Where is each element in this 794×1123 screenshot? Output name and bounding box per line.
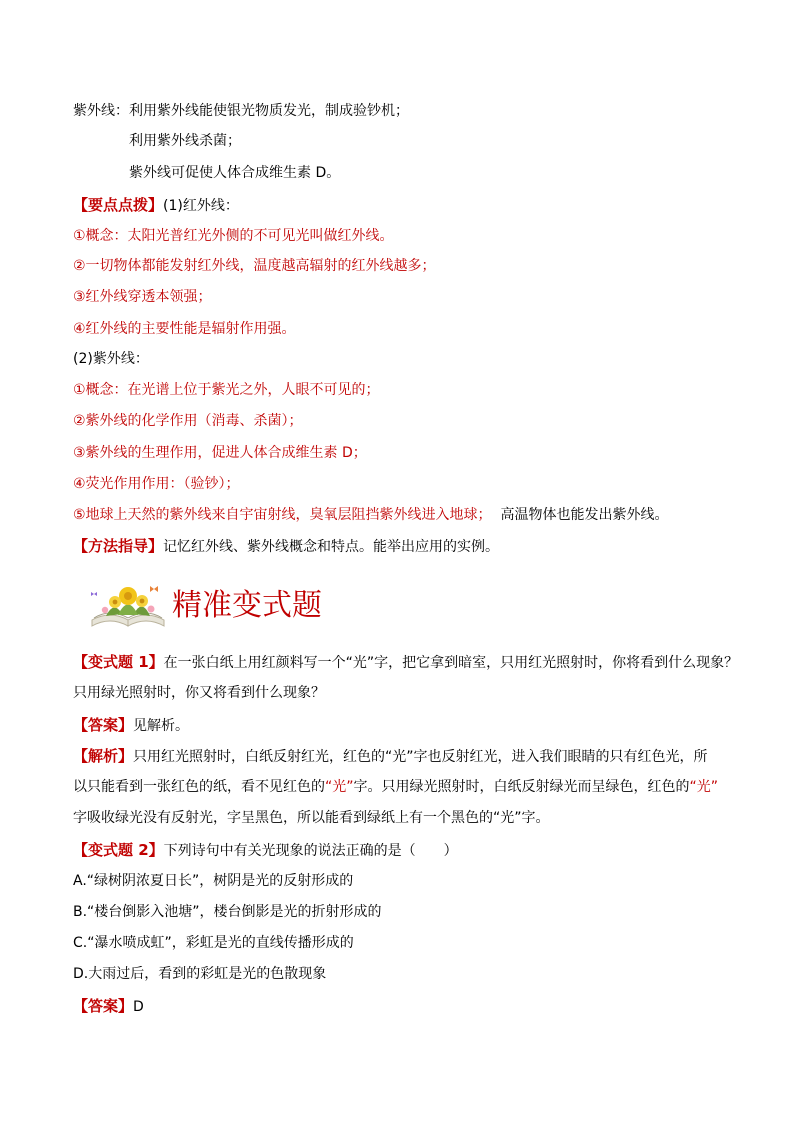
- q1-analysis-text-2d: “光”: [689, 779, 719, 795]
- section-title: 精准变式题: [172, 588, 322, 623]
- ir-item-1: ①概念：太阳光普红光外侧的不可见光叫做红外线。: [73, 228, 394, 244]
- q1-analysis-text-2a: 以只能看到一张红色的纸，看不见红色的: [73, 779, 325, 795]
- q1-analysis-text-2b: “光”: [325, 779, 354, 795]
- uv-item-5: [73, 505, 668, 525]
- q2-answer-text: D: [133, 999, 144, 1015]
- q1-analysis-line-1: [73, 746, 708, 766]
- q2-option-d: D.大雨过后，看到的彩虹是光的色散现象: [73, 966, 327, 982]
- section-header: [88, 580, 388, 630]
- uv-item-5-red: ⑤地球上天然的紫外线来自宇宙射线，臭氧层阻挡紫外线进入地球；: [73, 507, 492, 523]
- q1-answer: [73, 715, 189, 735]
- q2-option-a: A.“绿树阴浓夏日长”，树阴是光的反射形成的: [73, 873, 354, 889]
- ir-item-4: ④红外线的主要性能是辐射作用强。: [73, 321, 296, 337]
- uv-line-3: 紫外线可促使人体合成维生素 D。: [129, 165, 341, 181]
- method-label: 【方法指导】: [73, 537, 164, 555]
- ir-item-3: ③红外线穿透本领强；: [73, 289, 212, 305]
- q1-text-1: 在一张白纸上用红颜料写一个“光”字，把它拿到暗室，只用红光照射时，你将看到什么现象？: [163, 655, 739, 671]
- uv-item-1: ①概念：在光谱上位于紫光之外，人眼不可见的；: [73, 382, 380, 398]
- q1-analysis-text-3b: “光”字。: [493, 810, 550, 826]
- method-line: [73, 536, 499, 556]
- uv-item-4: ④荧光作用作用：（验钞）；: [73, 476, 240, 492]
- uv-line-2: 利用紫外线杀菌；: [129, 133, 241, 149]
- q2-label: 【变式题 2】: [73, 841, 164, 859]
- open-book-flowers-icon: [88, 580, 168, 628]
- uv-item-5-black: 高温物体也能发出紫外线。: [500, 507, 669, 523]
- q1-analysis-text-2c: 字。只用绿光照射时，白纸反射绿光而呈绿色，红色的: [353, 779, 690, 795]
- q2-stem: 下列诗句中有关光现象的说法正确的是（ ）: [163, 843, 458, 859]
- ir-item-2: ②一切物体都能发射红外线，温度越高辐射的红外线越多；: [73, 258, 436, 274]
- method-text: 记忆红外线、紫外线概念和特点。能举出应用的实例。: [163, 539, 500, 555]
- q1-analysis-text-1: 只用红光照射时，白纸反射红光，红色的“光”字也反射红光，进入我们眼睛的只有红色光，所: [133, 749, 708, 765]
- keypoints-heading: [73, 195, 239, 215]
- q1-line-1: [73, 652, 738, 672]
- uv-heading: (2)紫外线：: [73, 351, 149, 367]
- ir-heading: (1)红外线：: [163, 198, 239, 214]
- uv-item-3: ③紫外线的生理作用，促进人体合成维生素 D；: [73, 445, 367, 461]
- keypoints-label: 【要点点拨】: [73, 196, 164, 214]
- q1-analysis-line-2: [73, 777, 718, 797]
- q2-option-b: B.“楼台倒影入池塘”，楼台倒影是光的折射形成的: [73, 904, 382, 920]
- q1-answer-label: 【答案】: [73, 716, 134, 734]
- q1-label: 【变式题 1】: [73, 653, 164, 671]
- q2-option-c: C.“瀑水喷成虹”，彩虹是光的直线传播形成的: [73, 935, 354, 951]
- q1-analysis-text-3a: 字吸收绿光没有反射光，字呈黑色，所以能看到绿纸上有一个黑色的: [73, 810, 493, 826]
- uv-item-2: ②紫外线的化学作用（消毒、杀菌）；: [73, 413, 303, 429]
- q2-answer-label: 【答案】: [73, 997, 134, 1015]
- q2-stem-line: [73, 840, 458, 860]
- q1-line-2: 只用绿光照射时，你又将看到什么现象？: [73, 685, 325, 701]
- q1-answer-text: 见解析。: [133, 718, 190, 734]
- q1-analysis-line-3: [73, 808, 550, 828]
- uv-line-1: 紫外线：利用紫外线能使银光物质发光，制成验钞机；: [73, 103, 409, 119]
- q1-analysis-label: 【解析】: [73, 747, 134, 765]
- q2-answer: [73, 996, 144, 1016]
